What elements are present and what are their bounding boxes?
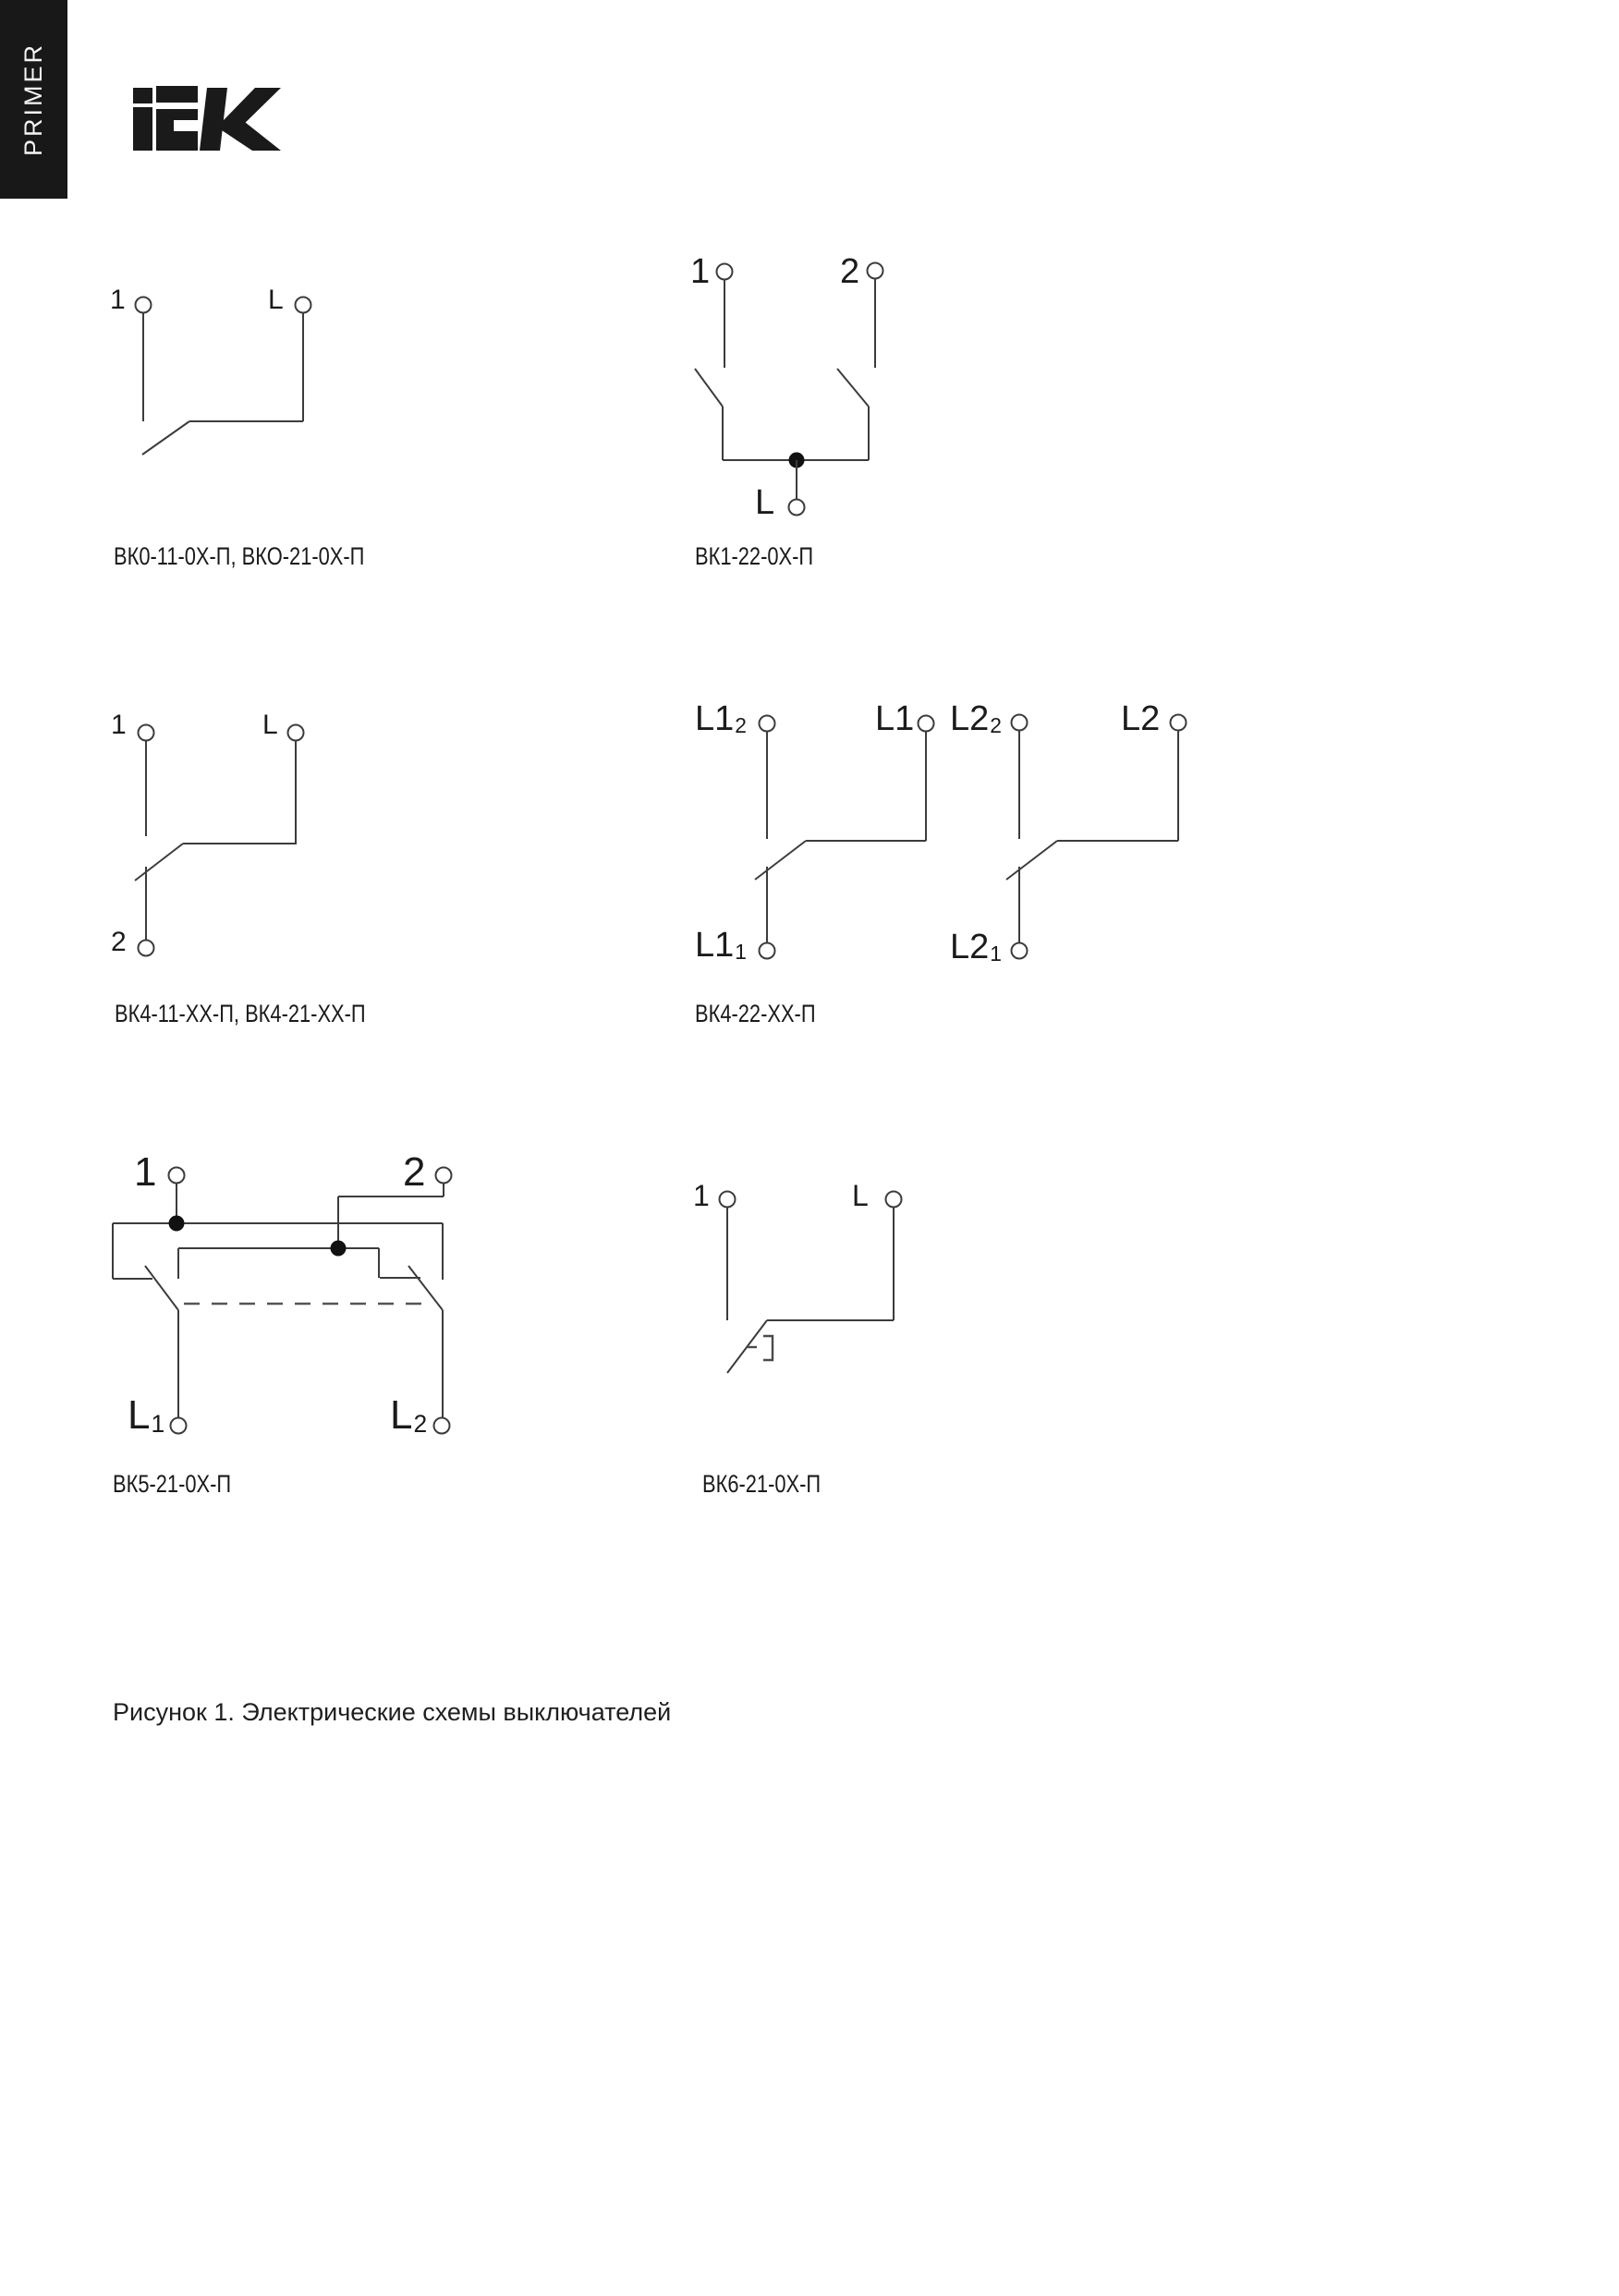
terminal-label: 2 — [111, 927, 127, 957]
terminal-circle-L2-2 — [1012, 715, 1028, 731]
terminal-circle-L1 — [171, 1418, 187, 1434]
terminal-circle-1 — [720, 1192, 736, 1208]
switch-blade — [142, 421, 189, 455]
terminal-label: L1 — [128, 1392, 165, 1438]
terminal-circle-1 — [717, 264, 733, 280]
terminal-label: 1 — [134, 1149, 157, 1195]
terminal-circle-L2 — [1171, 715, 1187, 731]
switch-blade — [1006, 841, 1057, 880]
diagram-model-caption: ВК4-11-ХХ-П, ВК4-21-ХХ-П — [115, 1000, 366, 1027]
terminal-label: 1 — [693, 1179, 710, 1212]
terminal-circle-L2 — [434, 1418, 450, 1434]
primer-tab-label: PRIMER — [19, 43, 47, 157]
switch-blade — [145, 1266, 178, 1310]
switch-blade — [727, 1320, 767, 1373]
diagram-vk1-schematic — [695, 263, 883, 516]
junction-dot — [331, 1241, 347, 1257]
switch-blade — [837, 369, 869, 407]
logo-k-stem — [200, 88, 227, 151]
terminal-label: L11 — [695, 926, 747, 965]
actuator-bracket — [763, 1336, 773, 1360]
terminal-circle-L1-1 — [760, 943, 775, 959]
logo-e-bottom-bar — [156, 131, 198, 151]
diagram-model-caption: ВК6-21-0Х-П — [702, 1470, 822, 1498]
terminal-circle-L — [296, 298, 311, 313]
terminal-circle-1 — [169, 1168, 185, 1184]
terminal-circle-L1-2 — [760, 716, 775, 732]
logo-e-stub — [156, 120, 174, 131]
terminal-circle-L1 — [919, 716, 934, 732]
terminal-label: 1 — [690, 252, 711, 291]
terminal-circle-1 — [136, 298, 152, 313]
terminal-label: L2 — [1121, 699, 1161, 738]
logo-i-dot — [133, 88, 152, 103]
junction-dot — [169, 1216, 185, 1232]
diagram-model-caption: ВК4-22-ХХ-П — [695, 1000, 816, 1027]
iek-logo — [133, 86, 281, 151]
terminal-label: L1 — [875, 699, 915, 738]
terminal-label: L2 — [390, 1392, 428, 1438]
terminal-circle-2 — [139, 941, 154, 956]
diagram-vk0-schematic — [136, 298, 311, 456]
switch-blade — [755, 841, 806, 880]
terminal-circle-1 — [139, 725, 154, 741]
terminal-circle-L — [288, 725, 304, 741]
switch-blade — [135, 844, 183, 881]
logo-e-top-bar — [156, 86, 198, 103]
terminal-label: 2 — [403, 1149, 426, 1195]
diagram-model-caption: ВК5-21-0Х-П — [113, 1470, 232, 1498]
logo-i-stem — [133, 107, 152, 151]
terminal-label: L22 — [950, 699, 1002, 738]
diagram-vk6-schematic — [720, 1192, 902, 1374]
terminal-label: 1 — [111, 710, 127, 740]
terminal-label: L12 — [695, 699, 747, 738]
logo-e-mid-bar — [156, 109, 198, 120]
terminal-label: L21 — [950, 928, 1002, 966]
terminal-circle-L — [886, 1192, 902, 1208]
terminal-label: L — [268, 285, 284, 315]
terminal-circle-2 — [868, 263, 883, 279]
diagram-model-caption: ВК1-22-0Х-П — [695, 542, 814, 570]
terminal-label: L — [852, 1179, 869, 1212]
terminal-label: 2 — [840, 252, 860, 291]
terminal-label: L — [262, 710, 278, 740]
terminal-label: 1 — [110, 285, 126, 315]
terminal-circle-L2-1 — [1012, 943, 1028, 959]
switch-blade — [695, 369, 723, 407]
terminal-circle-L — [789, 500, 805, 516]
diagram-model-caption: ВК0-11-0Х-П, ВКО-21-0Х-П — [114, 542, 365, 570]
figure-caption: Рисунок 1. Электрические схемы выключателей — [113, 1698, 672, 1726]
diagram-vk4-11-schematic — [135, 725, 304, 956]
terminal-label: L — [755, 483, 775, 522]
terminal-circle-2 — [436, 1168, 452, 1184]
diagram-vk4-22-schematic — [755, 715, 1187, 959]
